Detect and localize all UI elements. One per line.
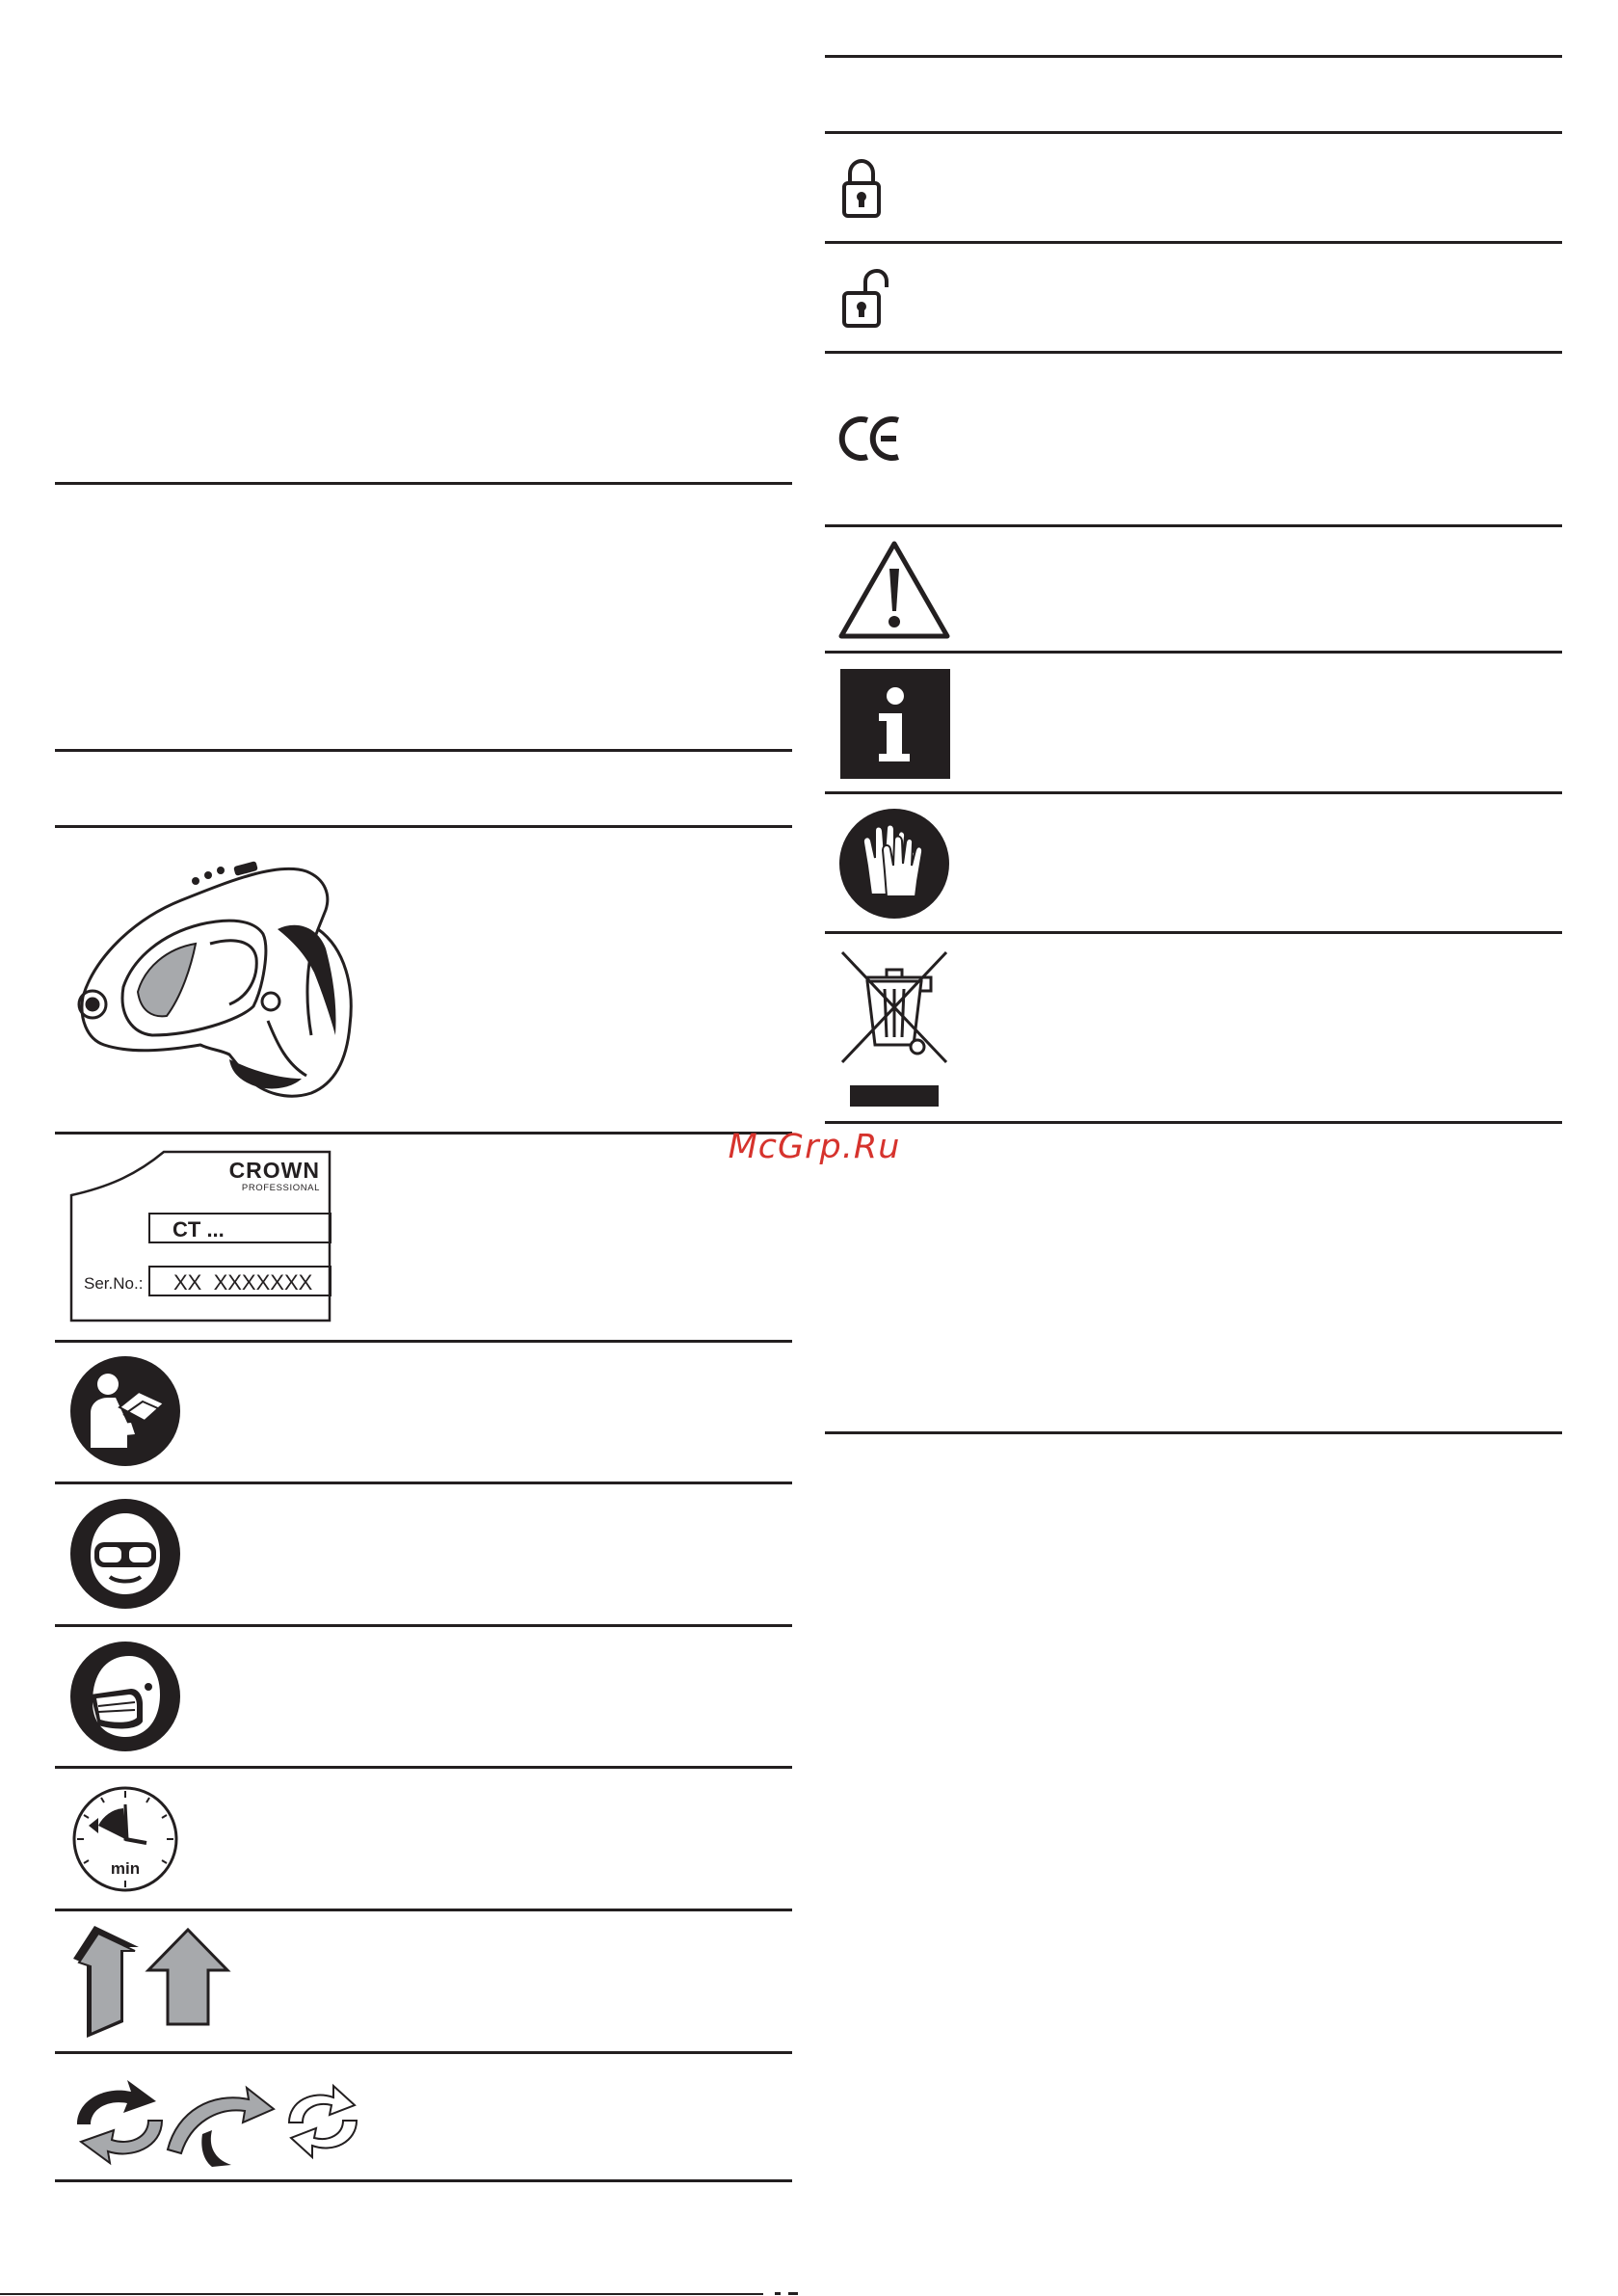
nameplate: [67, 1147, 337, 1326]
nameplate-serial-label: Ser.No.:: [84, 1274, 144, 1293]
nameplate-model: CT ...: [172, 1217, 225, 1241]
gloves-icon: [838, 808, 950, 920]
unlock-icon: [840, 268, 889, 330]
rule: [825, 241, 1562, 244]
rule: [55, 2051, 792, 2054]
rule: [55, 1340, 792, 1343]
dust-mask-icon: [69, 1641, 181, 1752]
crossed-bin-icon: [838, 948, 954, 1110]
clock-min-icon: [69, 1783, 181, 1895]
info-icon: [840, 669, 950, 779]
read-manual-icon: [69, 1355, 181, 1467]
rule: [825, 931, 1562, 934]
arrow-up-icon: [67, 1920, 231, 2040]
rule: [55, 749, 792, 752]
clock-label: min: [110, 1859, 141, 1878]
rule: [825, 1431, 1562, 1434]
rule: [55, 825, 792, 828]
rule: [55, 482, 792, 485]
rule: [55, 1132, 792, 1135]
rule: [825, 651, 1562, 654]
bottom-marker: [775, 2292, 811, 2295]
rule: [55, 1766, 792, 1769]
lock-icon: [840, 158, 883, 220]
bottom-line: [0, 2293, 763, 2295]
screwdriver-illustration: [66, 852, 364, 1107]
rotation-icon: [67, 2072, 366, 2169]
rule: [825, 131, 1562, 134]
nameplate-serial-value: XX XXXXXXX: [173, 1270, 313, 1295]
warning-triangle-icon: [837, 540, 951, 640]
watermark: McGrp.Ru: [728, 1128, 901, 1166]
rule: [825, 524, 1562, 527]
rule: [55, 2179, 792, 2182]
goggles-icon: [69, 1498, 181, 1610]
rule: [55, 1624, 792, 1627]
rule: [55, 1909, 792, 1911]
rule: [825, 1121, 1562, 1124]
nameplate-brand-sub: PROFESSIONAL: [241, 1183, 320, 1193]
rule: [825, 351, 1562, 354]
rule: [55, 1482, 792, 1484]
nameplate-brand: CROWN: [228, 1158, 320, 1183]
rule: [825, 791, 1562, 794]
rule: [825, 55, 1562, 58]
ce-mark-icon: [838, 414, 904, 463]
